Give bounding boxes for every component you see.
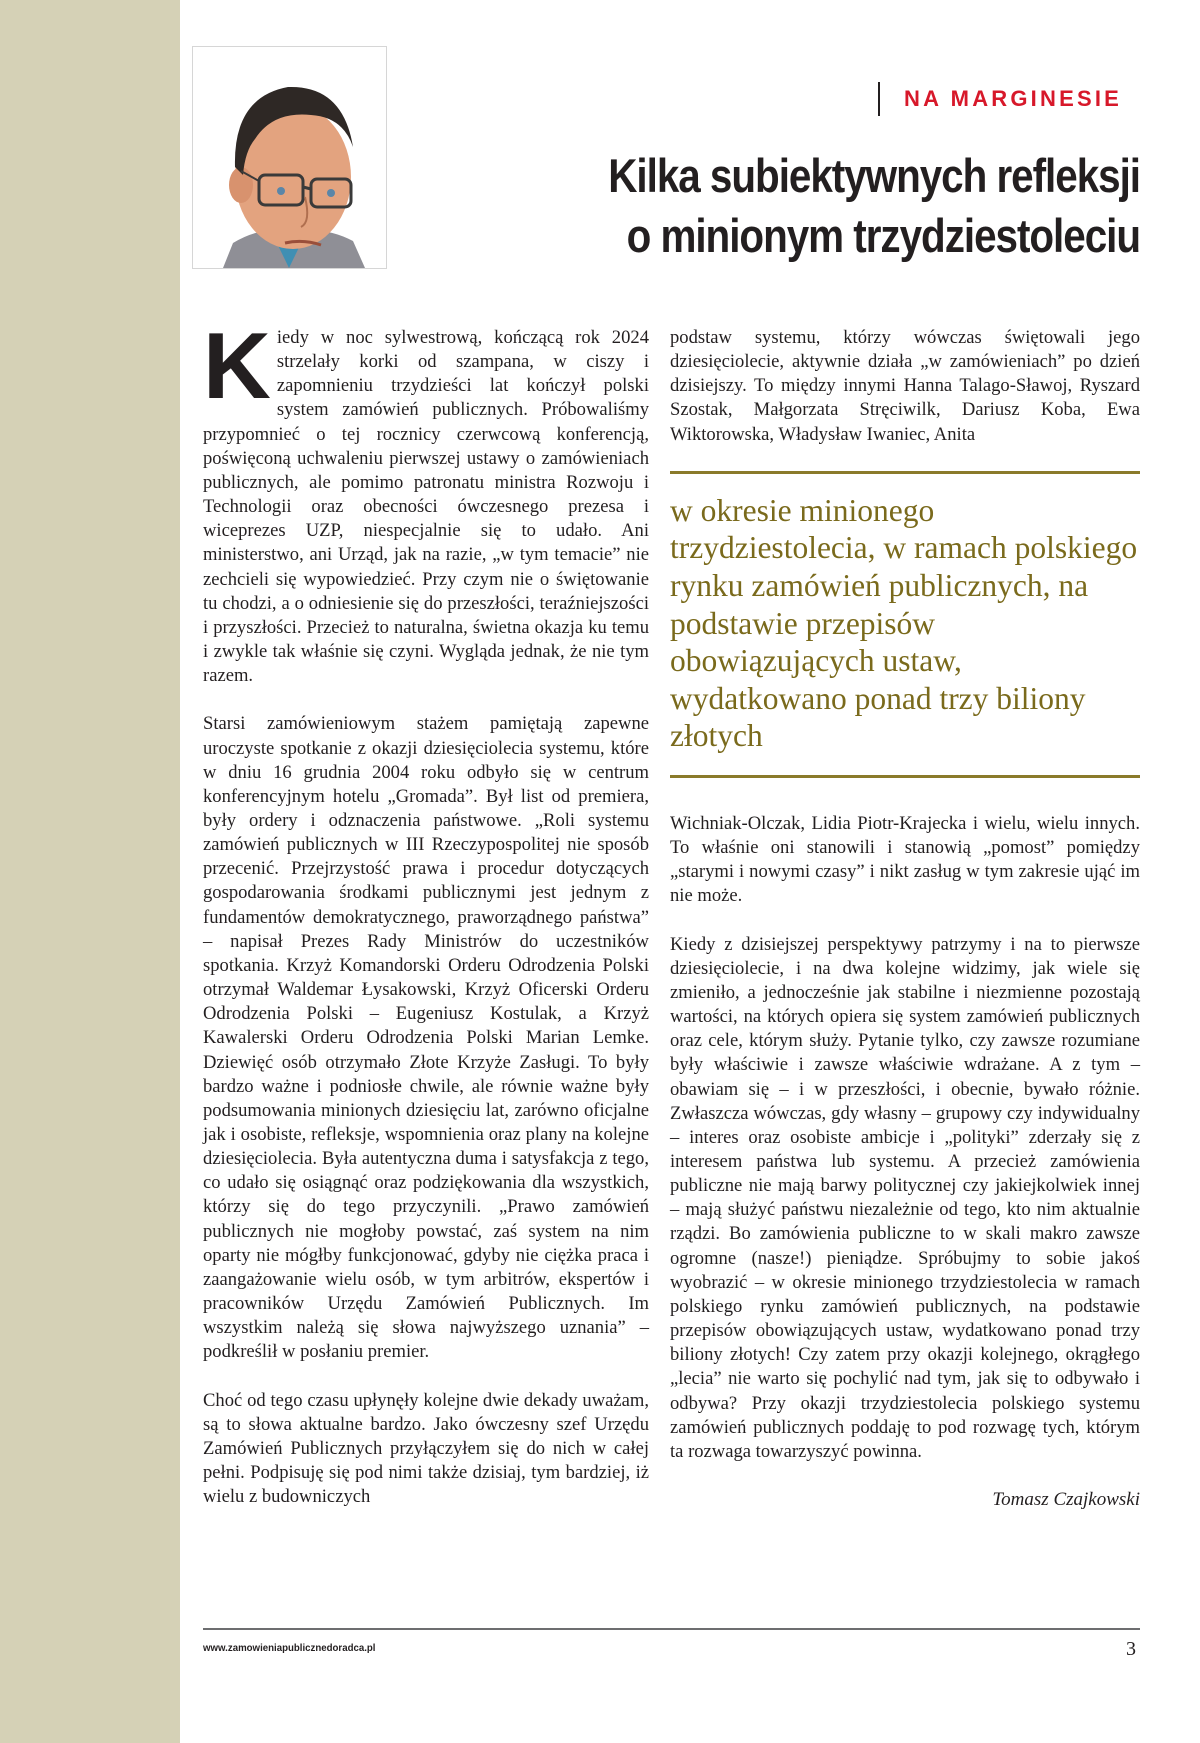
paragraph-intro bbox=[203, 313, 649, 688]
paragraph: podstaw systemu, którzy wówczas świętowali jego dziesięciolecie, aktywnie działa „w zamówieniach” po dzień dzisiejszy. To między innymi Hanna Talago-Sławoj, Ryszard Szostak, Małgorzata Stręciwilk, Dariusz Koba, Ewa Wiktorowska, Władysław Iwaniec, Anita bbox=[670, 327, 1140, 445]
pull-quote bbox=[670, 471, 1140, 778]
drop-cap: K bbox=[203, 313, 271, 418]
kicker-label: NA MARGINESIE bbox=[904, 86, 1123, 111]
kicker-divider bbox=[878, 82, 880, 116]
pull-quote-text: w okresie minionego trzydziestolecia, w ramach polskiego rynku zamówień publicznych, na podstawie przepisów obowiązujących ustaw, wydatkowano ponad trzy biliony złotych bbox=[670, 492, 1138, 754]
paragraph: Wichniak-Olczak, Lidia Piotr-Krajecka i wielu, wielu innych. To właśnie oni stanowili i stanowią „pomost” pomiędzy „starymi i nowymi czasy” i nikt zasług w tym zakresie ująć im nie może. bbox=[670, 812, 1140, 907]
title-line-2: o minionym trzydziestoleciu bbox=[626, 209, 1140, 262]
decorative-side-strip bbox=[0, 0, 180, 1743]
portrait-caricature-icon bbox=[193, 47, 386, 268]
author-signature: Tomasz Czajkowski bbox=[992, 1489, 1140, 1510]
article-column-right bbox=[670, 326, 1140, 1512]
paragraph: Choć od tego czasu upłynęły kolejne dwie dekady uważam, są to słowa aktualne bardzo. Jako ówczesny szef Urzędu Zamówień Publicznych przyłączyłem się do nich w całej pełni. Podpisuję się pod nimi także dzisiaj, tym bardziej, iż wielu z budowniczych bbox=[203, 1389, 649, 1508]
article-column-left bbox=[203, 313, 649, 1533]
footer-divider bbox=[203, 1628, 1140, 1630]
title-line-1: Kilka subiektywnych refleksji bbox=[608, 149, 1140, 202]
footer-website-link[interactable]: www.zamowieniapublicznedoradca.pl bbox=[203, 1642, 376, 1654]
paragraph: Kiedy z dzisiejszej perspektywy patrzymy i na to pierwsze dziesięciolecie, i na dwa kolejne widzimy, jak wiele się zmieniło, a jednocześnie jak stabilne i niezmienne pozostają wartości, na których opiera się system zamówień publicznych oraz cele, którym służy. Pytanie tylko, czy zawsze rozumiane były właściwie i zawsze właściwie wdrażane. A z tym – obawiam się – i w przeszłości, i obecnie, bywało różnie. Zwłaszcza wówczas, gdy własny – grupowy czy indywidualny – interes oraz osobiste ambicje i „polityki” zderzały się z interesem państwa lub systemu. A przecież zamówienia publiczne nie mają barwy politycznej czy jakiejkolwiek innej – mają służyć państwu niezależnie od tego, kto nim aktualnie rządzi. Bo zamówienia publiczne to w skali makro zawsze ogromne (nasze!) pieniądze. Spróbujmy to sobie jakoś wyobrazić – w okresie minionego trzydziestolecia w ramach polskiego rynku zamówień publicznych, na podstawie przepisów obowiązujących ustaw, wydatkowano ponad trzy biliony złotych! Czy zatem przy okazji kolejnego, okrągłego „lecia” nie warto się pochylić nad tym, jak się to odbywało i odbywa? Przy okazji trzydziestolecia polskiego systemu zamówień publicznych poddaję to pod rozwagę tych, którym ta rozwaga towarzyszyć powinna. bbox=[670, 933, 1140, 1462]
paragraph-intro-text: iedy w noc sylwestrową, kończącą rok 2024 strzelały korki od szampana, w ciszy i zapomnieniu trzydzieści lat kończył polski system zamówień publicznych. Próbowaliśmy przypomnieć o tej rocznicy czerwcową konferencją, poświęconą uchwaleniu pierwszej ustawy o zamówieniach publicznych, ale pomimo patronatu ministra Rozwoju i Technologii oraz obecności ówczesnego prezesa i wiceprezes UZP, niespecjalnie się to udało. Ani ministerstwo, ani Urząd, jak na razie, „w tym temacie” nie zechcieli się wypowiedzieć. Przy czym nie o świętowanie tu chodzi, a o odniesienie się do przeszłości, teraźniejszości i przyszłości. Przecież to naturalna, świetna okazja ku temu i zwykle tak właśnie się czyni. Wygląda jednak, że nie tym razem. bbox=[203, 327, 649, 687]
section-kicker bbox=[878, 82, 1122, 116]
page-number: 3 bbox=[1126, 1638, 1136, 1660]
article-title bbox=[486, 146, 1140, 266]
paragraph: Starsi zamówieniowym stażem pamiętają zapewne uroczyste spotkanie z okazji dziesięciolecia systemu, które w dniu 16 grudnia 2004 roku odbyło się w centrum konferencyjnym hotelu „Gromada”. Był list od premiera, były ordery i odznaczenia państwowe. „Roli systemu zamówień publicznych w III Rzeczypospolitej nie sposób przecenić. Przejrzystość prawa i procedur dotyczących gospodarowania środkami publicznymi jest jednym z fundamentów demokratycznego, praworządnego państwa” – napisał Prezes Rady Ministrów do uczestników spotkania. Krzyż Komandorski Orderu Odrodzenia Polski otrzymał Waldemar Łysakowski, Krzyż Oficerski Orderu Odrodzenia Polski – Eugeniusz Kostulak, a Krzyż Kawalerski Orderu Odrodzenia Polski Marian Lemke. Dziewięć osób otrzymało Złote Krzyże Zasługi. To były bardzo ważne i podniosłe chwile, ale równie ważne były podsumowania minionych dziesięciu lat, zarówno oficjalne jak i osobiste, refleksje, wspomnienia oraz plany na kolejne dziesięciolecia. Była autentyczna duma i satysfakcja z tego, co udało się osiągnąć oraz podziękowania dla wszystkich, którzy się do tego przyczynili. „Prawo zamówień publicznych nie mogłoby powstać, zaś system na nim oparty nie mógłby funkcjonować, gdyby nie ciężka praca i zaangażowanie wielu osób, w tym arbitrów, ekspertów i pracowników Urzędu Zamówień Publicznych. Im wszystkim należą się słowa najwyższego uznania” – podkreślił w posłaniu premier. bbox=[203, 713, 649, 1363]
author-portrait bbox=[192, 46, 387, 269]
